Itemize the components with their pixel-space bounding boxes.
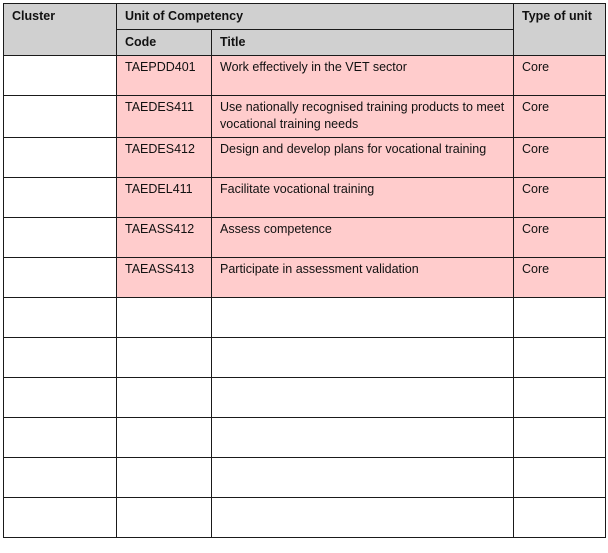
empty-row (4, 498, 606, 538)
empty-cell (212, 418, 514, 458)
units-table-wrapper (3, 3, 606, 538)
cell-cluster (4, 218, 117, 258)
units-of-competency-table (3, 3, 606, 538)
empty-cell (212, 338, 514, 378)
empty-cell (514, 418, 606, 458)
empty-cell (117, 378, 212, 418)
empty-cell (4, 378, 117, 418)
cell-title: Participate in assessment validation (212, 258, 514, 298)
cell-code: TAEASS413 (117, 258, 212, 298)
empty-cell (117, 458, 212, 498)
cell-title: Work effectively in the VET sector (212, 56, 514, 96)
table-row (4, 138, 606, 178)
cell-cluster (4, 96, 117, 138)
cell-title: Design and develop plans for vocational training (212, 138, 514, 178)
empty-cell (117, 498, 212, 538)
empty-row (4, 378, 606, 418)
cell-code: TAEDEL411 (117, 178, 212, 218)
cell-type: Core (514, 96, 606, 138)
empty-cell (117, 298, 212, 338)
empty-cell (212, 458, 514, 498)
empty-cell (514, 498, 606, 538)
table-row (4, 56, 606, 96)
empty-cell (4, 458, 117, 498)
empty-cell (117, 338, 212, 378)
empty-cell (117, 418, 212, 458)
empty-cell (212, 498, 514, 538)
cell-type: Core (514, 56, 606, 96)
cell-type: Core (514, 138, 606, 178)
cell-title: Use nationally recognised training products to meet vocational training needs (212, 96, 514, 138)
empty-row (4, 298, 606, 338)
header-type-of-unit: Type of unit (514, 4, 606, 56)
header-unit-of-competency: Unit of Competency (117, 4, 514, 30)
header-row-top (4, 4, 606, 30)
cell-cluster (4, 258, 117, 298)
cell-cluster (4, 178, 117, 218)
cell-cluster (4, 138, 117, 178)
cell-title: Facilitate vocational training (212, 178, 514, 218)
cell-code: TAEDES411 (117, 96, 212, 138)
empty-cell (514, 378, 606, 418)
empty-row (4, 418, 606, 458)
table-row (4, 258, 606, 298)
empty-row (4, 458, 606, 498)
empty-cell (4, 418, 117, 458)
cell-code: TAEASS412 (117, 218, 212, 258)
empty-cell (212, 378, 514, 418)
empty-cell (212, 298, 514, 338)
empty-cell (4, 498, 117, 538)
empty-cell (514, 338, 606, 378)
empty-cell (4, 298, 117, 338)
table-row (4, 178, 606, 218)
table-row (4, 218, 606, 258)
empty-cell (4, 338, 117, 378)
cell-type: Core (514, 178, 606, 218)
header-title: Title (212, 30, 514, 56)
cell-type: Core (514, 258, 606, 298)
cell-code: TAEDES412 (117, 138, 212, 178)
table-row (4, 96, 606, 138)
empty-cell (514, 458, 606, 498)
cell-code: TAEPDD401 (117, 56, 212, 96)
empty-cell (514, 298, 606, 338)
header-cluster: Cluster (4, 4, 117, 56)
empty-row (4, 338, 606, 378)
cell-cluster (4, 56, 117, 96)
header-code: Code (117, 30, 212, 56)
cell-title: Assess competence (212, 218, 514, 258)
cell-type: Core (514, 218, 606, 258)
